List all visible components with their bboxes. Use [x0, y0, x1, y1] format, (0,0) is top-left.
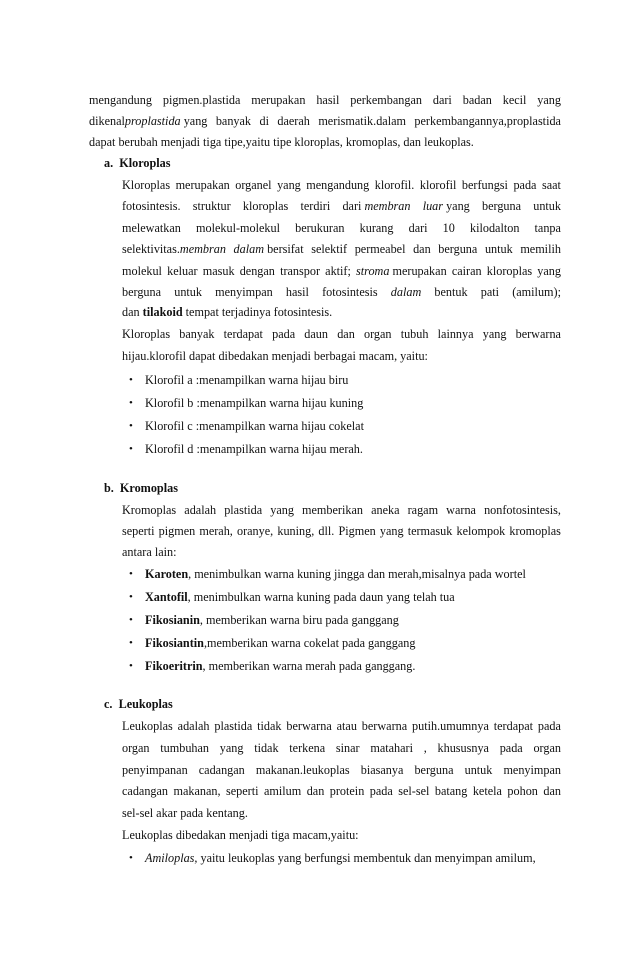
word: molekul-molekul — [196, 221, 280, 235]
section-b-p1-line — [122, 503, 561, 517]
word: hasil — [316, 93, 340, 107]
section-b-p1-last: antara lain: — [122, 545, 177, 559]
word: tidak — [254, 741, 279, 755]
section-a-p1-line — [122, 242, 561, 256]
word: dan — [543, 784, 561, 798]
section-a-p1-line — [122, 285, 561, 299]
word: permeabel — [354, 242, 406, 256]
word: banyak — [179, 327, 215, 341]
word: plastida — [224, 503, 263, 517]
word: tanpa — [534, 221, 561, 235]
section-a-p1-line — [122, 264, 561, 278]
word: berguna — [438, 242, 478, 256]
word: memberikan — [302, 503, 363, 517]
word: fotosintesis — [322, 285, 378, 299]
section-c-p1-line — [122, 741, 561, 755]
word: kilodalton — [469, 221, 520, 235]
word: plastida — [214, 719, 253, 733]
bullet-item — [145, 567, 526, 581]
word: merupakan — [251, 93, 306, 107]
word: molekul — [122, 264, 162, 278]
section-a-p2-line — [122, 327, 561, 341]
intro-line-2: dikenalproplastida yang banyak di daerah merismatik.dalam perkembangannya,proplastida — [89, 114, 561, 128]
word: pohon — [507, 784, 538, 798]
word: Kromoplas — [122, 503, 177, 517]
word: transpor — [280, 264, 320, 278]
word: stroma merupakan — [356, 264, 447, 278]
word: berfungsi — [461, 178, 508, 192]
word: untuk — [464, 763, 493, 777]
section-c-p2: Leukoplas dibedakan menjadi tiga macam,yaitu: — [122, 828, 359, 842]
word: keluar — [167, 264, 198, 278]
word: hasil — [285, 285, 309, 299]
word: terdapat — [223, 327, 263, 341]
word: tubuh — [400, 327, 429, 341]
section-c-p1-line — [122, 763, 561, 777]
word: melewatkan — [122, 221, 181, 235]
intro-line-3: dapat berubah menjadi tiga tipe,yaitu tipe kloroplas, kromoplas, dan leukoplas. — [89, 135, 474, 149]
bullet-item: Klorofil c :menampilkan warna hijau cokelat — [145, 419, 364, 433]
word: yang — [270, 503, 294, 517]
section-a-p2-last: hijau.klorofil dapat dibedakan menjadi berbagai macam, yaitu: — [122, 349, 428, 363]
word: adalah — [184, 503, 217, 517]
word: pada — [272, 327, 296, 341]
word: pigmen.plastida — [162, 93, 241, 107]
bullet-desc: yaitu leukoplas yang berfungsi membentuk dan menyimpan amilum, — [197, 851, 536, 865]
word: adalah — [177, 719, 210, 733]
word: seperti — [226, 784, 259, 798]
word: tidak — [257, 719, 282, 733]
word: ragam — [407, 503, 439, 517]
word: perkembangan — [350, 93, 422, 107]
word: terkena — [289, 741, 326, 755]
word: berwarna — [361, 719, 408, 733]
word: merah, — [199, 524, 233, 538]
bullet-item: Klorofil d :menampilkan warna hijau merah. — [145, 442, 363, 456]
word: Kloroplas — [122, 178, 171, 192]
word: organel — [235, 178, 272, 192]
word: berguna — [122, 285, 162, 299]
word: kuning, — [277, 524, 315, 538]
word: selektif — [311, 242, 348, 256]
word: cadangan — [122, 784, 169, 798]
word: organ — [533, 741, 561, 755]
word: dan — [413, 242, 431, 256]
word: berguna — [414, 763, 454, 777]
word: protein — [329, 784, 365, 798]
word: bentuk — [434, 285, 468, 299]
section-a-p1-line — [122, 221, 561, 235]
bullet-icon: • — [129, 568, 133, 580]
word: mengandung — [306, 178, 370, 192]
word: pada — [499, 741, 523, 755]
word: kelompok — [456, 524, 506, 538]
word: luar yang — [422, 199, 470, 213]
word: yang — [537, 93, 561, 107]
word: amilum — [263, 784, 302, 798]
section-c-heading: c. Leukoplas — [104, 697, 173, 711]
bullet-icon: • — [129, 397, 133, 409]
section-c-p1-line — [122, 719, 561, 733]
bullet-desc: , menimbulkan warna kuning pada daun yang telah tua — [187, 590, 455, 604]
word: oranye, — [236, 524, 274, 538]
bullet-item — [145, 636, 415, 650]
word: 10 — [442, 221, 455, 235]
word: pati — [480, 285, 500, 299]
word: untuk — [533, 199, 561, 213]
word: memilih — [520, 242, 561, 256]
word: yang — [482, 327, 507, 341]
word: dalam — [390, 285, 422, 299]
word: masuk — [202, 264, 235, 278]
word: termasuk — [407, 524, 453, 538]
word: matahari — [370, 741, 413, 755]
word: klorofil — [419, 178, 457, 192]
bullet-item: Klorofil b :menampilkan warna hijau kuning — [145, 396, 364, 410]
bullet-item: Klorofil a :menampilkan warna hijau biru — [145, 373, 349, 387]
word: (amilum); — [512, 285, 561, 299]
word: Leukoplas — [122, 719, 173, 733]
word: berwarna — [515, 327, 561, 341]
bullet-icon: • — [129, 443, 133, 455]
bullet-term: Karoten — [145, 567, 189, 581]
word: biasanya — [360, 763, 404, 777]
word: yang — [219, 741, 244, 755]
word: organ — [122, 741, 150, 755]
bullet-icon: • — [129, 637, 133, 649]
word: terdapat — [493, 719, 533, 733]
word: batang — [434, 784, 468, 798]
intro-line-1 — [89, 93, 561, 107]
word: pada — [369, 784, 393, 798]
section-b-p1-line — [122, 524, 561, 538]
bullet-desc: , menimbulkan warna kuning jingga dan merah,misalnya pada wortel — [188, 567, 526, 581]
bullet-desc: , memberikan warna biru pada ganggang — [199, 613, 399, 627]
word: , — [423, 741, 427, 755]
word: khususnya — [437, 741, 489, 755]
bullet-term: Amiloplas, — [145, 851, 198, 865]
word: terdiri — [300, 199, 331, 213]
word: menyimpan — [503, 763, 561, 777]
bullet-term: Fikosianin — [145, 613, 200, 627]
bullet-term: Fikosiantin — [145, 636, 204, 650]
word: dari — [408, 221, 428, 235]
word: penyimpanan — [122, 763, 188, 777]
bullet-term: Fikoeritrin — [145, 659, 203, 673]
bullet-desc: ,memberikan warna cokelat pada ganggang — [203, 636, 416, 650]
bullet-icon: • — [129, 614, 133, 626]
word: pada — [537, 719, 561, 733]
section-c-p1-line — [122, 784, 561, 798]
section-a-heading: a. Kloroplas — [104, 156, 171, 170]
word: Pigmen — [338, 524, 376, 538]
word: pada — [513, 178, 537, 192]
word: saat — [541, 178, 561, 192]
word: sinar — [335, 741, 360, 755]
word: tumbuhan — [160, 741, 210, 755]
word: cairan — [451, 264, 482, 278]
word: untuk — [484, 242, 513, 256]
bullet-icon: • — [129, 660, 133, 672]
word: mengandung — [89, 93, 152, 107]
word: dll. — [318, 524, 335, 538]
bullet-item — [145, 851, 536, 865]
word: yang — [277, 178, 301, 192]
word: kurang — [359, 221, 394, 235]
section-a-p1-line — [122, 178, 561, 192]
bullet-term: Xantofil — [145, 590, 188, 604]
word: Kloroplas — [122, 327, 171, 341]
word: untuk — [174, 285, 202, 299]
word: dari membran — [342, 199, 411, 213]
word: makanan, — [173, 784, 221, 798]
bullet-item — [145, 590, 455, 604]
section-a-p1-last: dan tilakoid tempat terjadinya fotosintesis. — [122, 305, 333, 319]
word: makanan.leukoplas — [255, 763, 350, 777]
word: organ — [363, 327, 392, 341]
word: struktur — [192, 199, 231, 213]
bullet-icon: • — [129, 591, 133, 603]
word: putih.umumnya — [412, 719, 489, 733]
word: dan — [306, 784, 325, 798]
word: daun — [304, 327, 328, 341]
word: yang — [379, 524, 404, 538]
word: yang — [537, 264, 561, 278]
word: sel-sel — [398, 784, 430, 798]
word: menyimpan — [215, 285, 273, 299]
bullet-icon: • — [129, 852, 133, 864]
word: atau — [336, 719, 357, 733]
word: kromoplas — [509, 524, 561, 538]
word: dengan — [239, 264, 275, 278]
word: kecil — [502, 93, 527, 107]
word: berguna — [481, 199, 522, 213]
word: ketela — [472, 784, 502, 798]
word: seperti — [122, 524, 155, 538]
bullet-icon: • — [129, 420, 133, 432]
section-a-p1-line — [122, 199, 561, 213]
word: fotosintesis. — [122, 199, 181, 213]
word: badan — [462, 93, 492, 107]
section-c-p1-last: sel-sel akar pada kentang. — [122, 806, 248, 820]
word: dan — [337, 327, 355, 341]
word: berwarna — [286, 719, 332, 733]
word: cadangan — [198, 763, 245, 777]
word: lainnya — [437, 327, 474, 341]
word: nonfotosintesis, — [484, 503, 561, 517]
word: merupakan — [175, 178, 230, 192]
word: aneka — [371, 503, 400, 517]
word: warna — [446, 503, 476, 517]
word: selektivitas.membran — [122, 242, 226, 256]
word: aktif; — [325, 264, 351, 278]
bullet-item — [145, 613, 399, 627]
word: kloroplas — [486, 264, 533, 278]
word: dalam bersifat — [233, 242, 304, 256]
word: pigmen — [158, 524, 196, 538]
word: klorofil. — [374, 178, 415, 192]
word: kloroplas — [242, 199, 289, 213]
word: dari — [432, 93, 452, 107]
bullet-desc: , memberikan warna merah pada ganggang. — [202, 659, 416, 673]
section-b-heading: b. Kromoplas — [104, 481, 178, 495]
bullet-item — [145, 659, 415, 673]
bullet-icon: • — [129, 374, 133, 386]
word: berukuran — [295, 221, 345, 235]
